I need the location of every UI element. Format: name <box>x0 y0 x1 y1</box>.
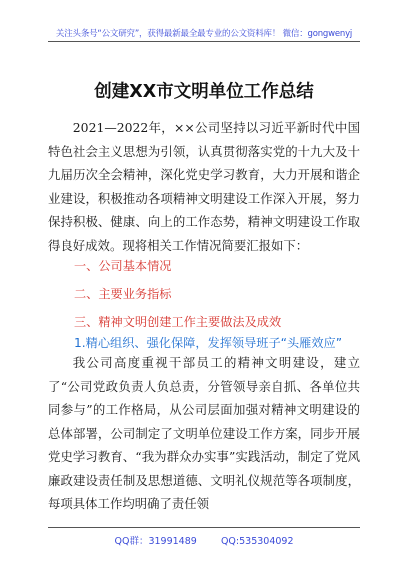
header-note: 关注头条号“公文研究”，获得最新最全最专业的公文资料库！ 微信：gongwenyj <box>55 29 353 39</box>
intro-paragraph: 2021—2022年，××公司坚持以习近平新时代中国特色社会主义思想为引领，认真贯彻落实党的十九大及十九届历次全会精神，深化党史学习教育，大力开展和谐企业建设，积极推动各项精神文明建设工作深入开展，努力保持积极、健康、向上的工作态势，精神文明建设工作取得良好成效。现将相关工作情况简要汇报如下： <box>48 120 360 253</box>
section-heading-basic-info: 一、公司基本情况 <box>74 259 172 273</box>
section-heading-practices: 三、精神文明创建工作主要做法及成效 <box>74 315 282 329</box>
footer-divider <box>48 527 360 528</box>
document-title: 创建XX市文明单位工作总结 <box>94 82 314 102</box>
body-paragraph: 我公司高度重视干部员工的精神文明建设，建立了“公司党政负责人负总责，分管领导亲自抓、各单位共同参与”的工作格局，从公司层面加强对精神文明建设的总体部署，公司制定了文明单位建设工作方案，同步开展党史学习教育、“我为群众办实事”实践活动，制定了党风廉政建设责任制及思想道德、文明礼仪规范等各项制度，每项具体工作均明确了责任领 <box>48 355 360 511</box>
header-divider <box>48 41 360 42</box>
footer-contact: QQ群：31991489 QQ:535304092 <box>114 536 294 547</box>
subsection-heading: 1.精心组织、强化保障，发挥领导班子“头雁效应” <box>74 336 343 350</box>
section-heading-business-indicators: 二、主要业务指标 <box>74 287 172 301</box>
